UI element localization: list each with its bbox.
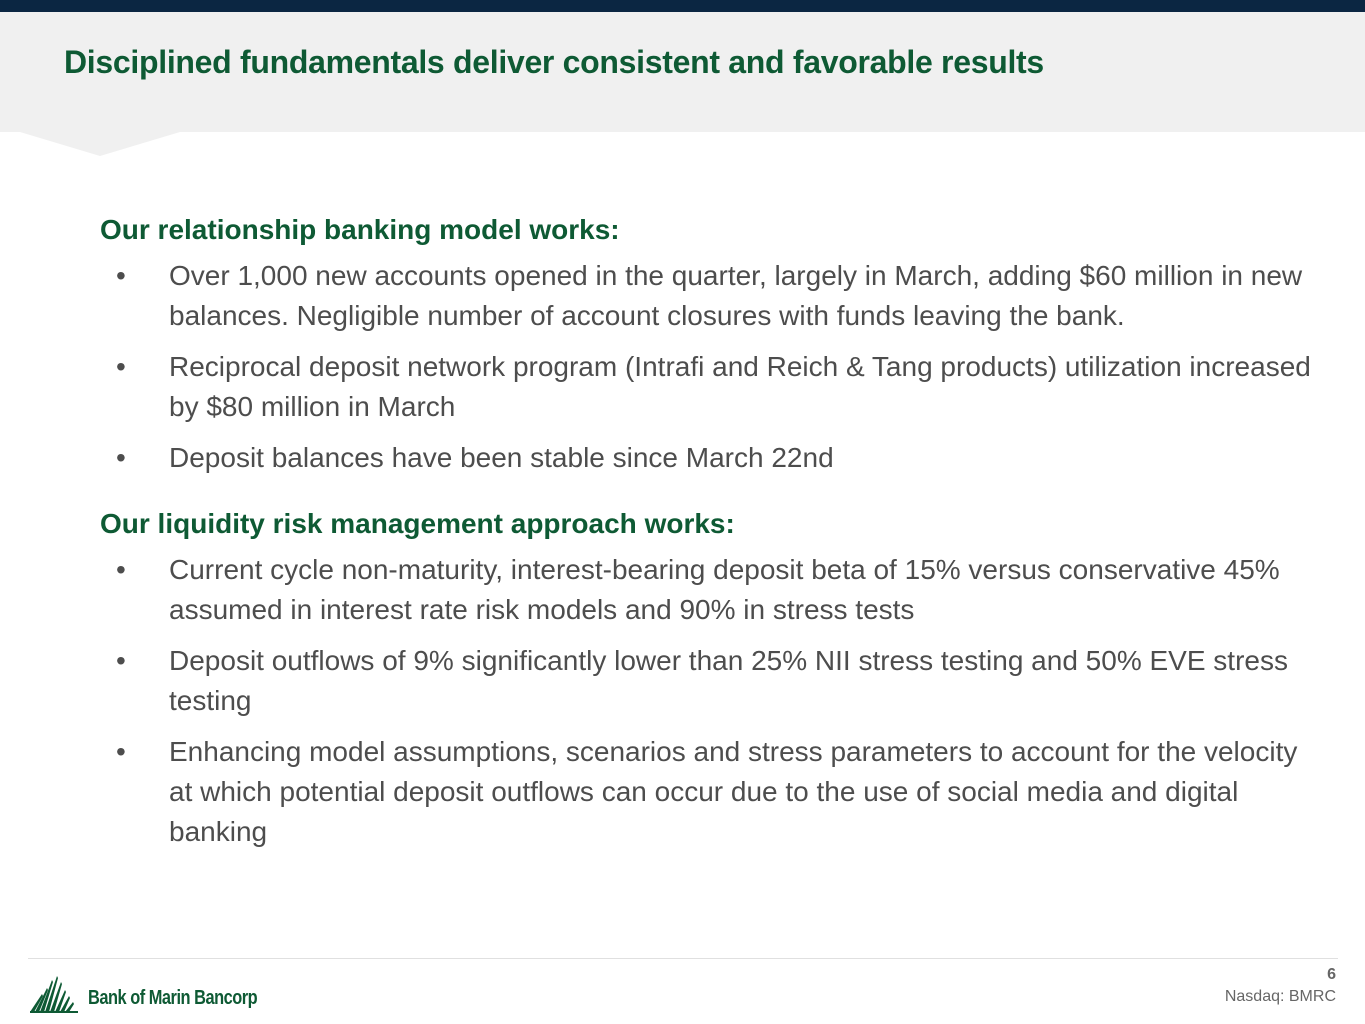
bullet-dot-icon: • xyxy=(116,260,126,291)
top-accent-bar xyxy=(0,0,1365,12)
bullet-text: Deposit outflows of 9% significantly lower than 25% NII stress testing and 50% EVE stress testing xyxy=(169,645,1288,716)
bullet-item xyxy=(100,256,1315,336)
slide-content xyxy=(100,210,1315,852)
bullet-dot-icon: • xyxy=(116,442,126,473)
bullet-text: Reciprocal deposit network program (Intrafi and Reich & Tang products) utilization increased by $80 million in March xyxy=(169,351,1311,422)
bullet-text: Over 1,000 new accounts opened in the quarter, largely in March, adding $60 million in new balances. Negligible number of account closures with funds leaving the bank. xyxy=(169,260,1303,331)
bank-logo xyxy=(28,970,294,1014)
logo-wordmark: Bank of Marin Bancorp xyxy=(88,987,258,1009)
footer-divider xyxy=(28,958,1338,959)
page-number: 6 xyxy=(1327,966,1336,983)
bullet-list-relationship-banking xyxy=(100,256,1315,478)
bullet-list-liquidity-risk xyxy=(100,550,1315,852)
tree-mountain-icon xyxy=(28,972,84,1014)
bullet-dot-icon: • xyxy=(116,736,126,767)
bullet-dot-icon: • xyxy=(116,645,126,676)
stock-ticker: Nasdaq: BMRC xyxy=(1224,988,1336,1005)
bullet-item xyxy=(100,641,1315,721)
bullet-item xyxy=(100,732,1315,852)
bullet-dot-icon: • xyxy=(116,554,126,585)
section-heading-liquidity-risk: Our liquidity risk management approach works: xyxy=(100,508,735,539)
bullet-dot-icon: • xyxy=(116,351,126,382)
bullet-text: Enhancing model assumptions, scenarios and stress parameters to account for the velocity at which potential deposit outflows can occur due to the use of social media and digital banking xyxy=(169,736,1298,847)
bullet-text: Current cycle non-maturity, interest-bearing deposit beta of 15% versus conservative 45% assumed in interest rate risk models and 90% in stress tests xyxy=(169,554,1280,625)
bullet-item xyxy=(100,347,1315,427)
bullet-item xyxy=(100,438,1315,478)
bullet-item xyxy=(100,550,1315,630)
slide-title: Disciplined fundamentals deliver consistent and favorable results xyxy=(64,44,1044,80)
header-band xyxy=(0,12,1365,156)
section-heading-relationship-banking: Our relationship banking model works: xyxy=(100,214,620,245)
bullet-text: Deposit balances have been stable since March 22nd xyxy=(169,442,834,473)
